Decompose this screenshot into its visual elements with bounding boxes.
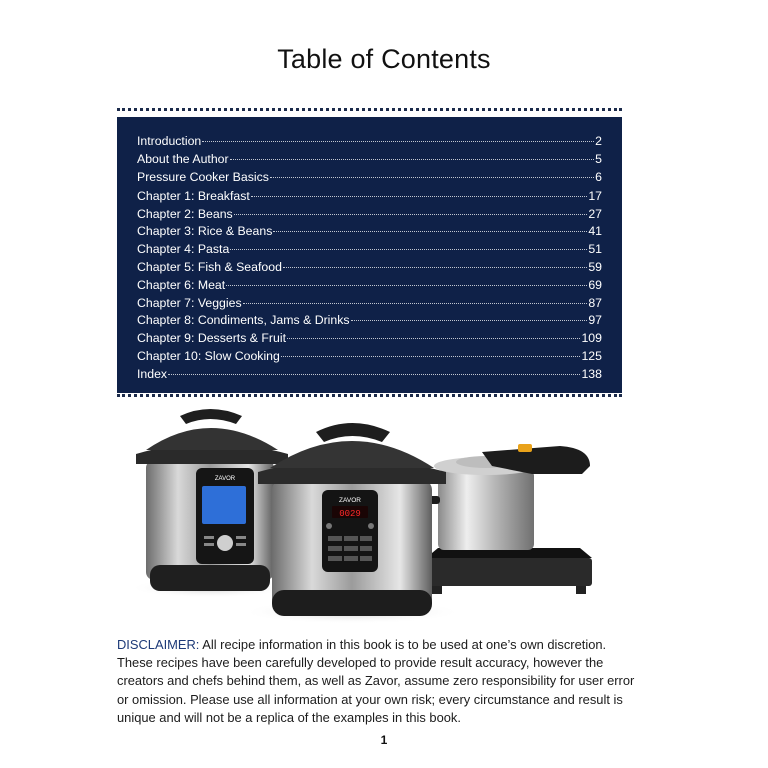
toc-entry-title: Chapter 7: Veggies [137, 295, 242, 310]
toc-entry-page: 109 [581, 331, 602, 346]
toc-entry-title: Chapter 3: Rice & Beans [137, 224, 273, 239]
toc-dot-leader [230, 236, 587, 250]
toc-dot-leader [202, 128, 594, 142]
toc-entry-page: 69 [588, 277, 602, 292]
toc-dot-leader [234, 201, 588, 215]
toc-entry-title: Chapter 6: Meat [137, 277, 226, 292]
toc-dot-leader [281, 343, 581, 357]
toc-entry-title: About the Author [137, 151, 229, 166]
left-cooker [136, 409, 288, 591]
toc-dot-leader [168, 361, 580, 375]
toc-dot-leader [243, 290, 588, 304]
toc-entry-page: 97 [588, 313, 602, 328]
toc-entry-title: Introduction [137, 134, 202, 148]
toc-entry-title: Chapter 10: Slow Cooking [137, 349, 280, 364]
toc-dot-leader [273, 218, 587, 232]
table-of-contents [117, 117, 622, 393]
dotted-divider-top [117, 108, 622, 111]
toc-entry-page: 125 [581, 349, 602, 364]
toc-entry-page: 51 [588, 242, 602, 257]
toc-entry-title: Chapter 2: Beans [137, 206, 233, 221]
display-readout: 0029 [339, 509, 361, 519]
toc-dot-leader [283, 254, 587, 268]
toc-entry-page: 41 [588, 224, 602, 239]
toc-dot-leader [351, 307, 588, 321]
toc-entry-page: 138 [581, 366, 602, 381]
toc-dot-leader [230, 146, 595, 160]
toc-entry [137, 364, 602, 382]
toc-entry-page: 2 [595, 134, 602, 148]
dotted-divider-bottom [117, 394, 622, 397]
toc-entry-page: 17 [588, 188, 602, 203]
toc-dot-leader [287, 325, 580, 339]
disclaimer-label: DISCLAIMER: [117, 637, 200, 652]
disclaimer-text: All recipe information in this book is to be used at one’s own discretion. These recipes have been carefully developed to provide result accuracy, however the creators and chefs behind them, as well as Zavor, assume zero responsibility for user error or omission. Please use all information at your own risk; every circumstance and result is unique and will not be a replica of the examples in this book. [117, 637, 635, 725]
toc-entry-title: Chapter 5: Fish & Seafood [137, 260, 282, 275]
toc-entry-title: Chapter 8: Condiments, Jams & Drinks [137, 313, 350, 328]
toc-entry-page: 6 [595, 169, 602, 184]
page-number: 1 [380, 733, 388, 747]
pressure-cookers-image [120, 402, 620, 627]
toc-entry-title: Chapter 4: Pasta [137, 242, 230, 257]
page-title: Table of Contents [277, 44, 491, 74]
toc-entry-page: 27 [588, 206, 602, 221]
toc-dot-leader [226, 272, 587, 286]
disclaimer [117, 636, 637, 727]
center-brand-label: ZAVOR [339, 497, 361, 504]
toc-entry-page: 5 [595, 151, 602, 166]
toc-list [137, 131, 602, 382]
left-brand-label: ZAVOR [214, 476, 236, 482]
center-cooker [258, 423, 446, 616]
toc-entry-title: Index [137, 366, 168, 381]
toc-entry-page: 59 [588, 260, 602, 275]
toc-entry [137, 167, 602, 185]
toc-entry-title: Chapter 1: Breakfast [137, 188, 250, 203]
toc-dot-leader [270, 164, 594, 178]
toc-dot-leader [251, 183, 588, 197]
stovetop-cooker [420, 444, 592, 594]
toc-entry-title: Pressure Cooker Basics [137, 169, 269, 184]
toc-entry-page: 87 [588, 295, 602, 310]
toc-entry-title: Chapter 9: Desserts & Fruit [137, 331, 286, 346]
